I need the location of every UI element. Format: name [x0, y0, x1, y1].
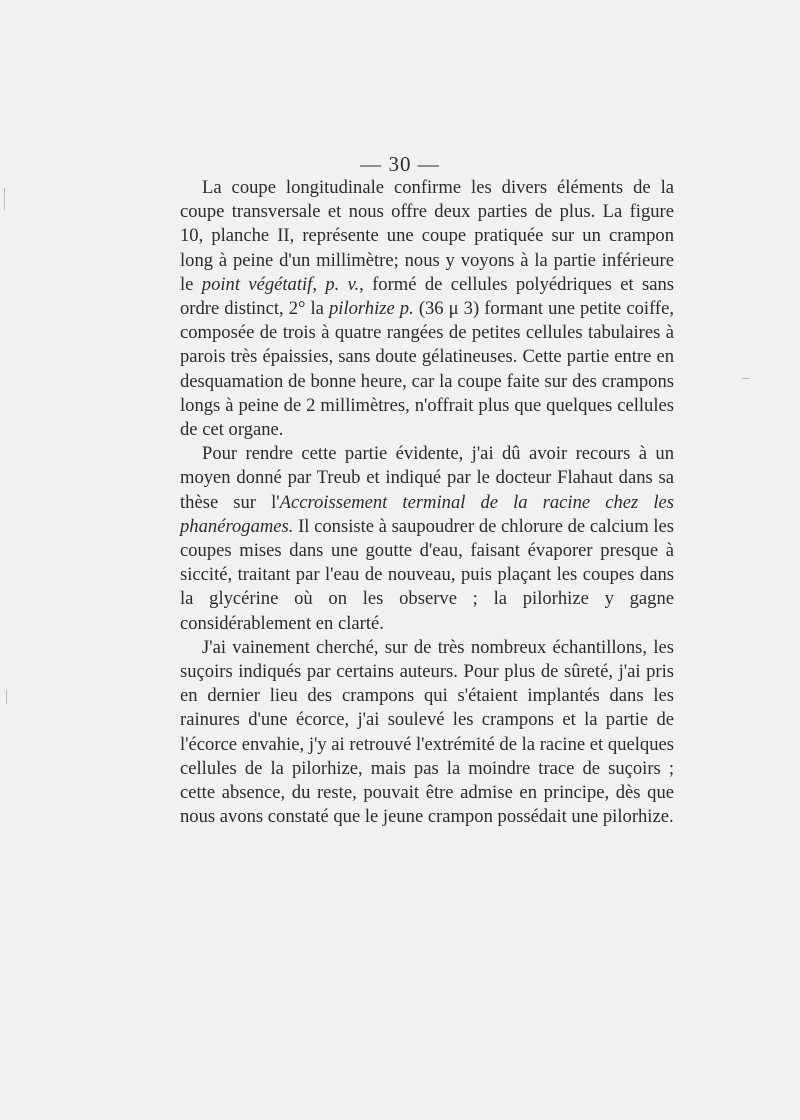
page-number: — 30 — [360, 152, 440, 176]
paragraph-2-italic-a: Accroissement terminal de la racine chez les phanérogames. [180, 491, 674, 537]
paper-speck [4, 188, 5, 210]
paragraph-3 [180, 636, 674, 830]
paragraph-2-text-b: Il consiste à saupoudrer de chlorure de calcium les coupes mises dans une goutte d'eau, faisant évaporer presque à siccité, traitant par l'eau de nouveau, puis plaçant les coupes dans la glycérine où on les observe ; la pilorhize y gagne considérablement en clarté. [180, 515, 674, 634]
paragraph-1-text-c: (36 μ 3) formant une petite coiffe, composée de trois à quatre rangées de petites cellules tabulaires à parois très épaissies, sans doute gélatineuses. Cette partie entre en desquamation de bonne heure, car la coupe faite sur des crampons longs à peine de 2 millimètres, n'offrait plus que quelques cellules de cet organe. [180, 298, 675, 441]
paragraph-1-text-b: , formé de cellules polyédriques et sans ordre distinct, 2° la [180, 273, 674, 320]
paragraph-3-text-a: J'ai vainement cherché, sur de très nombreux échantillons, les suçoirs indiqués par certains auteurs. Pour plus de sûreté, j'ai pris en dernier lieu des crampons qui s'étaient implantés dans les rainures d'une écorce, j'ai soulevé les crampons et la partie de l'écorce envahie, j'y ai retrouvé l'extrémité de la racine et quelques cellules de la pilorhize, mais pas la moindre trace de suçoirs ; cette absence, du reste, pouvait être admise en principe, dès que nous avons constaté que le jeune crampon possédait une pilorhize. [180, 636, 674, 828]
paragraph-1-italic-b: pilorhize p. [328, 298, 414, 320]
body-text [180, 176, 674, 829]
paragraph-1-text-a: La coupe longitudinale confirme les divers éléments de la coupe transversale et nous offre deux parties de plus. La figure 10, planche II, représente une coupe pratiquée sur un crampon long à peine d'un millimètre; nous y voyons à la partie inférieure le [180, 177, 674, 295]
paper-speck [742, 378, 749, 379]
paragraph-1-italic-a: point végétatif, p. v. [201, 273, 360, 295]
paragraph-2-text-a: Pour rendre cette partie évidente, j'ai dû avoir recours à un moyen donné par Treub et indiqué par le docteur Flahaut dans sa thèse sur l' [180, 443, 674, 513]
paper-speck [6, 690, 7, 704]
paragraph-1 [180, 176, 674, 442]
paragraph-2 [180, 442, 674, 636]
